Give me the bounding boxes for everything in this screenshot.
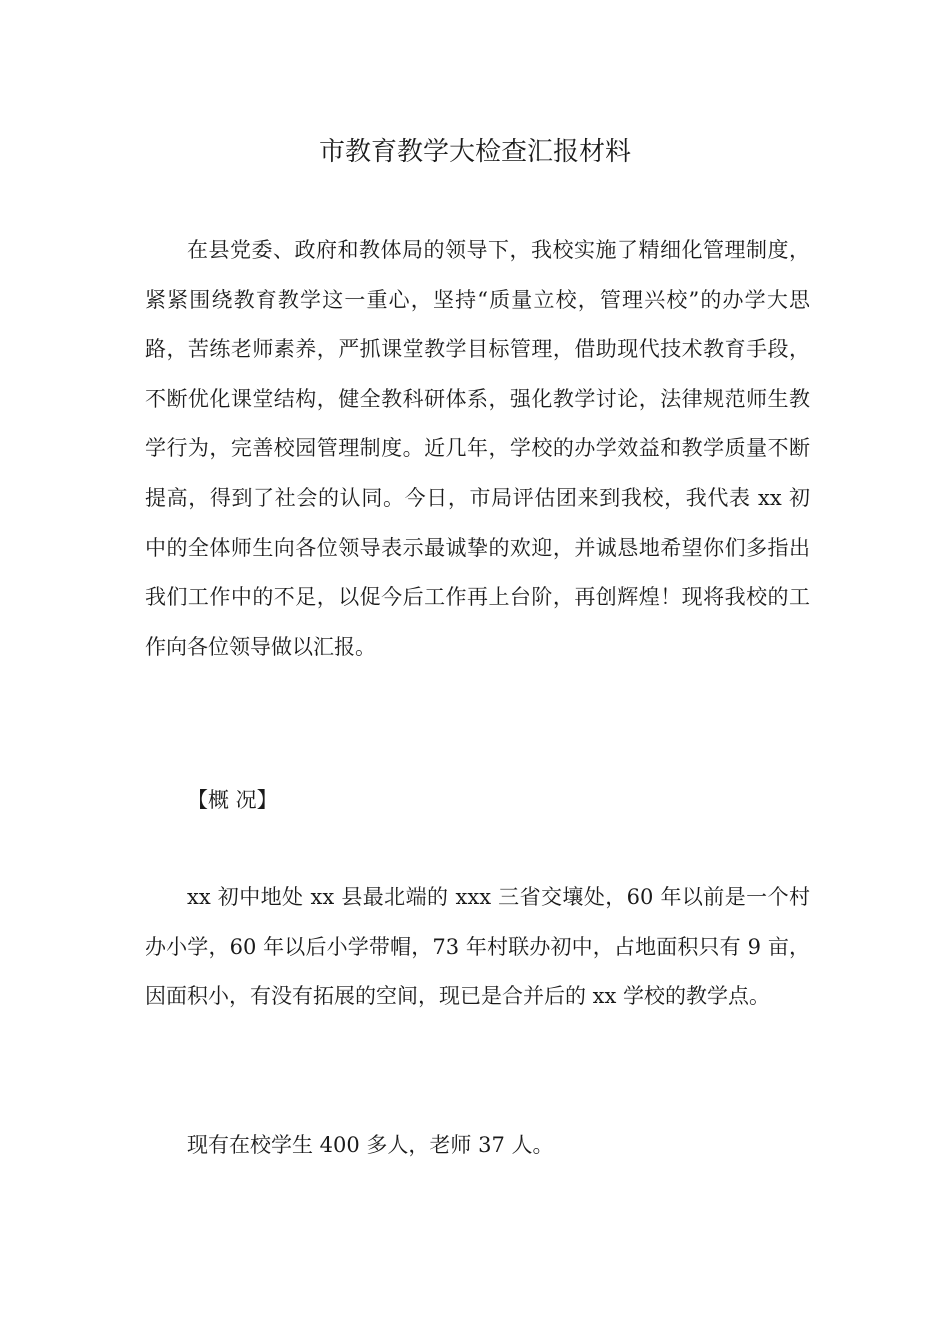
intro-paragraph: 在县党委、政府和教体局的领导下，我校实施了精细化管理制度，紧紧围绕教育教学这一重心，坚持“质量立校，管理兴校”的办学大思路，苦练老师素养，严抓课堂教学目标管理，借助现代技术教育手段，不断优化课堂结构，健全教科研体系，强化教学讨论，法律规范师生教学行为，完善校园管理制度。近几年，学校的办学效益和教学质量不断提高，得到了社会的认同。今日，市局评估团来到我校，我代表 xx 初中的全体师生向各位领导表示最诚挚的欢迎，并诚恳地希望你们多指出我们工作中的不足，以促今后工作再上台阶，再创辉煌！现将我校的工作向各位领导做以汇报。 <box>145 238 810 659</box>
location-paragraph: xx 初中地处 xx 县最北端的 xxx 三省交壤处，60 年以前是一个村办小学，60 年以后小学带帽，73 年村联办初中，占地面积只有 9 亩，因面积小，有没有拓展的空间，现已是合并后的 xx 学校的教学点。 <box>145 885 810 1009</box>
section-heading-overview: 【概 况】 <box>187 788 278 812</box>
document-title: 市教育教学大检查汇报材料 <box>318 137 631 167</box>
staff-paragraph: 现有在校学生 400 多人，老师 37 人。 <box>187 1133 554 1157</box>
